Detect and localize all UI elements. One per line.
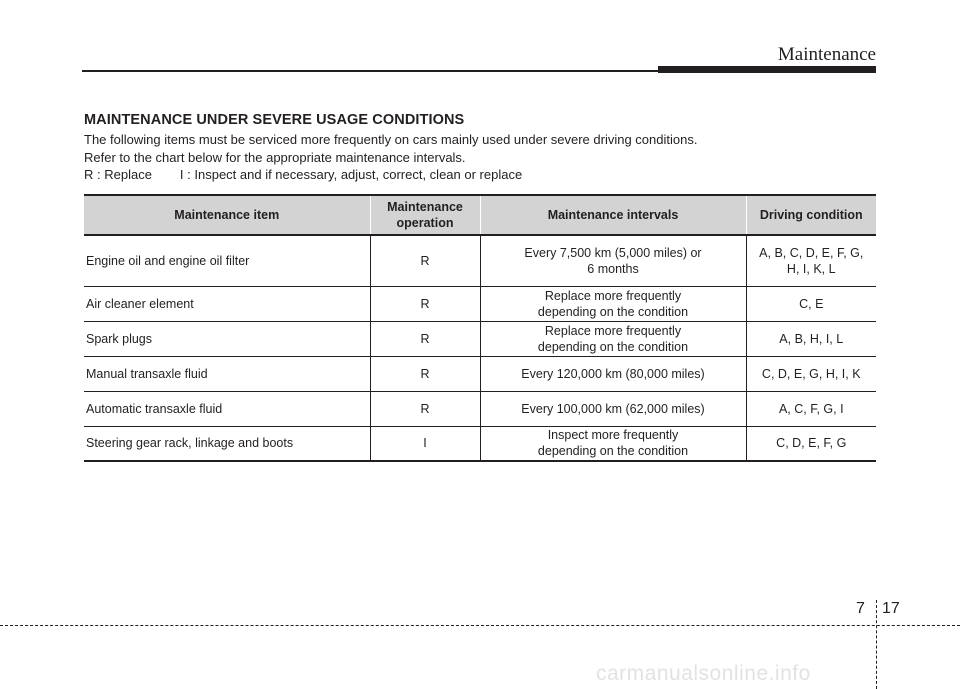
page-header-title: Maintenance bbox=[777, 44, 876, 65]
header-maintenance-intervals: Maintenance intervals bbox=[480, 195, 746, 235]
interval-line: Every 7,500 km (5,000 miles) or bbox=[524, 245, 702, 260]
maintenance-table bbox=[84, 194, 876, 462]
chapter-number: 7 bbox=[856, 600, 865, 617]
section-title: MAINTENANCE UNDER SEVERE USAGE CONDITIONS bbox=[84, 112, 465, 128]
cell-interval bbox=[480, 426, 746, 461]
cell-operation: R bbox=[370, 391, 480, 426]
cell-item: Spark plugs bbox=[84, 321, 370, 356]
page-number: 17 bbox=[882, 600, 900, 617]
condition-line: A, B, C, D, E, F, G, bbox=[759, 245, 864, 260]
table-row bbox=[84, 391, 876, 426]
header-operation-line: operation bbox=[396, 216, 454, 230]
cell-interval bbox=[480, 286, 746, 321]
footer-page-separator bbox=[876, 600, 877, 689]
interval-line: 6 months bbox=[587, 261, 639, 276]
cell-item: Manual transaxle fluid bbox=[84, 356, 370, 391]
table-row bbox=[84, 235, 876, 286]
watermark-logo: carmanualsonline.info bbox=[596, 662, 811, 685]
interval-line: Replace more frequently bbox=[544, 323, 682, 338]
interval-line: depending on the condition bbox=[537, 304, 689, 319]
cell-operation: R bbox=[370, 356, 480, 391]
header-divider bbox=[82, 70, 660, 72]
legend bbox=[84, 167, 522, 183]
header-operation-line: Maintenance bbox=[387, 200, 463, 214]
interval-line: Inspect more frequently bbox=[547, 428, 679, 443]
cell-condition bbox=[746, 235, 876, 286]
table-header-row bbox=[84, 195, 876, 235]
intro-paragraph-line: The following items must be serviced more frequently on cars mainly used under severe driving conditions. bbox=[84, 132, 698, 147]
cell-condition: C, D, E, F, G bbox=[746, 426, 876, 461]
cell-interval: Every 100,000 km (62,000 miles) bbox=[480, 391, 746, 426]
table-row bbox=[84, 286, 876, 321]
cell-condition: C, E bbox=[746, 286, 876, 321]
header-driving-condition: Driving condition bbox=[746, 195, 876, 235]
cell-item: Engine oil and engine oil filter bbox=[84, 235, 370, 286]
interval-line: depending on the condition bbox=[537, 444, 689, 459]
table-row bbox=[84, 321, 876, 356]
table-row bbox=[84, 426, 876, 461]
cell-item: Air cleaner element bbox=[84, 286, 370, 321]
cell-condition: A, B, H, I, L bbox=[746, 321, 876, 356]
cell-operation: R bbox=[370, 235, 480, 286]
legend-replace: R : Replace bbox=[84, 167, 152, 182]
condition-line: H, I, K, L bbox=[786, 261, 836, 276]
legend-inspect: I : Inspect and if necessary, adjust, correct, clean or replace bbox=[179, 167, 523, 182]
cell-item: Automatic transaxle fluid bbox=[84, 391, 370, 426]
cell-condition: C, D, E, G, H, I, K bbox=[746, 356, 876, 391]
cell-item: Steering gear rack, linkage and boots bbox=[84, 426, 370, 461]
header-maintenance-operation bbox=[370, 195, 480, 235]
cell-interval bbox=[480, 321, 746, 356]
cell-interval bbox=[480, 235, 746, 286]
cell-operation: R bbox=[370, 321, 480, 356]
footer-divider bbox=[0, 625, 960, 626]
interval-line: depending on the condition bbox=[537, 339, 689, 354]
cell-operation: I bbox=[370, 426, 480, 461]
header-maintenance-item: Maintenance item bbox=[84, 195, 370, 235]
header-divider-bar bbox=[658, 66, 876, 73]
intro-paragraph-line: Refer to the chart below for the appropriate maintenance intervals. bbox=[84, 150, 466, 165]
cell-interval: Every 120,000 km (80,000 miles) bbox=[480, 356, 746, 391]
cell-operation: R bbox=[370, 286, 480, 321]
cell-condition: A, C, F, G, I bbox=[746, 391, 876, 426]
table-row bbox=[84, 356, 876, 391]
interval-line: Replace more frequently bbox=[544, 288, 682, 303]
